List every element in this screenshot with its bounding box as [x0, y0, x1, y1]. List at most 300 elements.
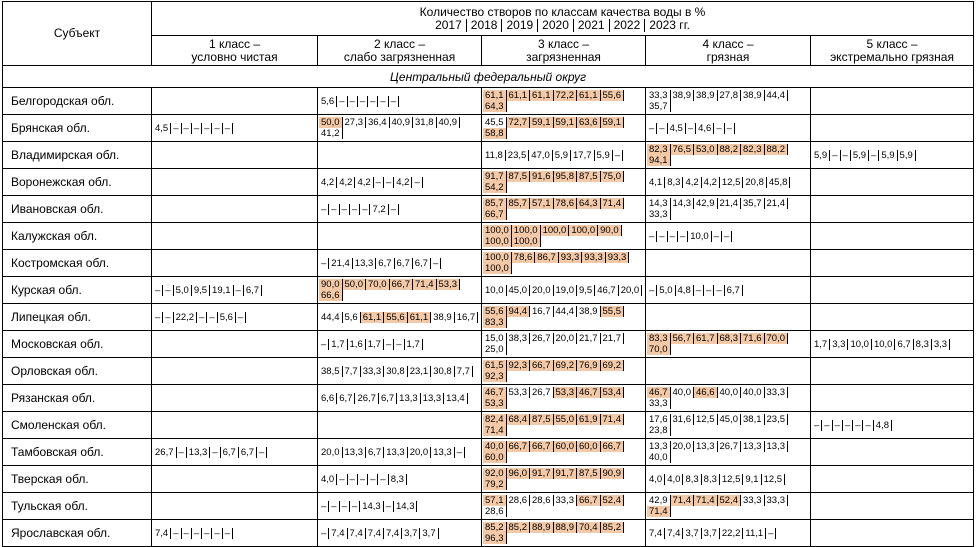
year-value: 7,4 — [384, 528, 402, 539]
table-row — [3, 412, 974, 439]
year-value: 15,0 — [483, 333, 507, 344]
year-value: 12,5 — [762, 474, 786, 485]
table-row — [3, 142, 974, 169]
year-value: 33,3 — [741, 495, 765, 506]
year-value: 28,6 — [507, 495, 531, 506]
year-value: 46,7 — [647, 387, 671, 398]
year-value: 20,0 — [408, 447, 432, 458]
year-value: 8,3 — [914, 339, 932, 350]
class-5-cell — [811, 520, 974, 547]
year-value: 85,2 — [483, 522, 507, 533]
year-value: – — [668, 231, 678, 242]
year-value: 28,6 — [530, 495, 554, 506]
year-value: 9,5 — [192, 285, 210, 296]
year-value: 40,9 — [437, 117, 461, 128]
year-value: 5,9 — [812, 150, 830, 161]
year-value: 6,7 — [244, 285, 262, 296]
value-list — [812, 339, 972, 350]
year-value: – — [647, 285, 657, 296]
table-row — [3, 223, 974, 250]
subject-name: Брянская обл. — [3, 115, 152, 142]
year-value: 16,7 — [530, 306, 554, 317]
year-value: 71,4 — [671, 495, 695, 506]
year-value: 26,7 — [530, 333, 554, 344]
subject-name: Тверская обл. — [3, 466, 152, 493]
year-value: 6,7 — [239, 447, 257, 458]
class-4-cell — [646, 223, 811, 250]
year-value: 3,7 — [683, 528, 701, 539]
year-value: 6,7 — [413, 258, 431, 269]
class-desc: экстремально грязная — [830, 49, 954, 64]
year-value: – — [722, 231, 732, 242]
class-4-cell — [646, 331, 811, 358]
year-value: 7,4 — [153, 528, 171, 539]
year-value: 95,8 — [554, 171, 578, 182]
year-value: 4,2 — [702, 177, 720, 188]
value-list — [319, 366, 480, 377]
year-value: 13,3 — [343, 447, 367, 458]
table-row — [3, 196, 974, 223]
class-4-cell — [646, 493, 811, 520]
value-list — [483, 414, 644, 436]
year-value: 26,7 — [718, 441, 742, 452]
value-list — [319, 117, 480, 139]
year-value: 85,2 — [601, 522, 625, 533]
year-value: 5,9 — [879, 150, 897, 161]
year-value: – — [212, 528, 222, 539]
class-1-cell — [152, 115, 318, 142]
value-list — [153, 123, 316, 134]
year-value: 16,7 — [455, 312, 479, 323]
table-row — [3, 439, 974, 466]
class-5-cell — [811, 412, 974, 439]
class-4-cell — [646, 385, 811, 412]
year-value: – — [329, 204, 339, 215]
year-value: – — [647, 231, 657, 242]
subject-name: Владимирская обл. — [3, 142, 152, 169]
year-value: 75,0 — [601, 171, 625, 182]
class-5-cell — [811, 358, 974, 385]
year-value: 5,0 — [657, 285, 675, 296]
value-list — [319, 312, 480, 323]
subject-name: Костромская обл. — [3, 250, 152, 277]
year-value: 94,1 — [647, 155, 671, 166]
year-value: 55,6 — [483, 306, 507, 317]
class-2-cell — [318, 439, 482, 466]
year-value: 93,3 — [582, 252, 606, 263]
class-3-cell — [482, 520, 646, 547]
year-value: 85,2 — [507, 522, 531, 533]
year-value: 19,1 — [210, 285, 234, 296]
class-1-header — [152, 36, 318, 66]
year-value: 5,6 — [218, 312, 236, 323]
value-list — [647, 123, 809, 134]
year-value: 7,2 — [370, 204, 388, 215]
year-value: 4,0 — [647, 474, 665, 485]
year-value: 87,5 — [577, 468, 601, 479]
year-value: 5,9 — [851, 150, 869, 161]
class-2-cell — [318, 223, 482, 250]
value-list — [483, 90, 644, 112]
class-desc: слабо загрязненная — [343, 49, 456, 64]
year-value: 59,1 — [530, 117, 554, 128]
class-1-cell — [152, 250, 318, 277]
year-value: 94,4 — [507, 306, 531, 317]
year-value: 60,0 — [577, 441, 601, 452]
class-3-cell — [482, 196, 646, 223]
year-value: – — [384, 177, 394, 188]
year-value: – — [412, 177, 422, 188]
year-value: – — [368, 474, 378, 485]
value-list — [647, 333, 809, 355]
year-value: – — [192, 528, 202, 539]
class-1-cell — [152, 88, 318, 115]
value-list — [319, 474, 480, 485]
class-5-header — [811, 36, 974, 66]
year-value: 12,5 — [720, 177, 744, 188]
year-value: 23,5 — [765, 414, 789, 425]
year-value: – — [358, 96, 368, 107]
class-desc: грязная — [706, 49, 750, 64]
year-value: – — [830, 150, 840, 161]
year-value: 82,3 — [741, 144, 765, 155]
class-3-header — [482, 36, 646, 66]
value-list — [319, 177, 480, 188]
value-list — [319, 204, 480, 215]
year-value: 66,7 — [601, 441, 625, 452]
year-value: 45,5 — [483, 117, 507, 128]
year-value: 55,6 — [384, 312, 408, 323]
class-2-cell — [318, 493, 482, 520]
value-list — [483, 171, 644, 193]
year-value: 61,1 — [361, 312, 385, 323]
year-value: 38,9 — [577, 306, 601, 317]
year-value: 69,2 — [601, 360, 625, 371]
year-value: 22,2 — [174, 312, 198, 323]
table-row — [3, 385, 974, 412]
class-5-cell — [811, 88, 974, 115]
year-value: – — [348, 96, 358, 107]
year-value: – — [319, 204, 329, 215]
year-value: – — [153, 312, 163, 323]
year-value: 68,3 — [718, 333, 742, 344]
class-2-cell — [318, 385, 482, 412]
class-2-cell — [318, 115, 482, 142]
year-value: 3,3 — [830, 339, 848, 350]
year-value: 100,0 — [541, 225, 570, 236]
year-value: 61,1 — [507, 90, 531, 101]
year-value: 66,7 — [507, 441, 531, 452]
year-value: 60,0 — [554, 441, 578, 452]
year-value: 23,8 — [647, 425, 671, 436]
year: 2017 — [435, 17, 462, 32]
year-value: 28,6 — [483, 506, 507, 517]
year-value: – — [210, 447, 220, 458]
value-list — [483, 306, 644, 328]
value-list — [483, 285, 644, 296]
value-list — [812, 150, 972, 161]
year-value: 13,3 — [421, 393, 445, 404]
year-value: 50,0 — [343, 279, 367, 290]
class-1-cell — [152, 466, 318, 493]
year-value: – — [384, 339, 394, 350]
year-value: 27,3 — [343, 117, 367, 128]
year: 2021 — [573, 19, 609, 32]
year-value: 20,0 — [671, 441, 695, 452]
year: 2019 — [501, 19, 537, 32]
year-value: 96,3 — [483, 533, 507, 544]
year-value: 63,6 — [577, 117, 601, 128]
year-value: 21,4 — [329, 258, 353, 269]
year-value: 47,0 — [529, 150, 553, 161]
year-value: 13,4 — [444, 393, 468, 404]
value-list — [647, 198, 809, 220]
subject-name: Белгородская обл. — [3, 88, 152, 115]
value-list — [647, 231, 809, 242]
year: 2023 гг. — [644, 19, 694, 32]
class-label: 1 класс – — [208, 36, 261, 51]
year-value: 78,6 — [512, 252, 536, 263]
subject-name: Воронежская обл. — [3, 169, 152, 196]
year-value: 38,9 — [694, 90, 718, 101]
year-value: 35,7 — [741, 198, 765, 209]
year-value: – — [223, 528, 233, 539]
year-value: – — [171, 528, 181, 539]
year-value: 23,5 — [506, 150, 530, 161]
year-value: 78,6 — [554, 198, 578, 209]
class-5-cell — [811, 115, 974, 142]
year: 2022 — [609, 19, 645, 32]
year-value: 72,2 — [554, 90, 578, 101]
year-value: 45,8 — [767, 177, 791, 188]
year-value: 21,4 — [765, 198, 789, 209]
year-value: – — [207, 312, 217, 323]
class-4-cell — [646, 169, 811, 196]
year-value: – — [389, 96, 399, 107]
class-1-cell — [152, 196, 318, 223]
year-value: 10,0 — [688, 231, 712, 242]
year-value: 13,3 — [694, 441, 718, 452]
year-value: 35,7 — [647, 101, 671, 112]
class-1-cell — [152, 358, 318, 385]
year-value: 66,7 — [483, 209, 507, 220]
year-value: 56,7 — [671, 333, 695, 344]
year-value: – — [694, 285, 704, 296]
year-value: 4,2 — [355, 177, 373, 188]
year-value: 64,3 — [577, 198, 601, 209]
year-value: 38,9 — [431, 312, 455, 323]
year-value: 4,2 — [319, 177, 337, 188]
year-value: 100,0 — [483, 252, 512, 263]
year-value: – — [812, 420, 822, 431]
subject-header: Субъект — [3, 2, 152, 66]
year-value: – — [350, 501, 360, 512]
year-value: – — [337, 474, 347, 485]
year-value: 46,6 — [694, 387, 718, 398]
class-5-cell — [811, 250, 974, 277]
year-value: 1,7 — [329, 339, 347, 350]
year-value: 91,7 — [554, 468, 578, 479]
year-value: 4,6 — [696, 123, 714, 134]
value-list — [647, 414, 809, 436]
class-5-cell — [811, 466, 974, 493]
class-3-cell — [482, 385, 646, 412]
year-value: 44,4 — [765, 90, 789, 101]
year-value: 5,9 — [898, 150, 916, 161]
year-value: 45,0 — [718, 414, 742, 425]
class-4-cell — [646, 142, 811, 169]
year-value: – — [319, 339, 329, 350]
class-3-cell — [482, 439, 646, 466]
class-4-cell — [646, 196, 811, 223]
year-value: 59,1 — [601, 117, 625, 128]
class-4-header — [646, 36, 811, 66]
year-value: 8,3 — [389, 474, 407, 485]
year-value: – — [374, 177, 384, 188]
year-value: 38,9 — [671, 90, 695, 101]
value-list — [319, 501, 480, 512]
year-value: 88,2 — [718, 144, 742, 155]
year-value: 7,4 — [366, 528, 384, 539]
year-value: 4,5 — [668, 123, 686, 134]
year-value: 92,3 — [483, 371, 507, 382]
table-row — [3, 466, 974, 493]
table-row — [3, 331, 974, 358]
class-desc: условно чистая — [191, 49, 278, 64]
year-value: 88,2 — [765, 144, 789, 155]
year-value: 30,8 — [384, 366, 408, 377]
year-value: 6,7 — [337, 393, 355, 404]
value-list — [319, 528, 480, 539]
year-value: 66,7 — [530, 360, 554, 371]
value-list — [647, 285, 809, 296]
year-value: – — [714, 285, 724, 296]
year-value: 4,2 — [337, 177, 355, 188]
year-value: 83,3 — [483, 317, 507, 328]
class-3-cell — [482, 115, 646, 142]
year-value: 40,0 — [741, 387, 765, 398]
class-3-cell — [482, 169, 646, 196]
year-value: 82,4 — [483, 414, 507, 425]
class-5-cell — [811, 493, 974, 520]
table-row — [3, 277, 974, 304]
year-value: 6,7 — [395, 258, 413, 269]
class-4-cell — [646, 250, 811, 277]
year-value: – — [177, 447, 187, 458]
class-2-cell — [318, 358, 482, 385]
value-list — [483, 150, 644, 161]
year-value: – — [350, 204, 360, 215]
year-value: 90,0 — [319, 279, 343, 290]
value-list — [483, 468, 644, 490]
year-value: 66,7 — [390, 279, 414, 290]
year-value: 33,3 — [647, 398, 671, 409]
year-value: 100,0 — [512, 236, 541, 247]
class-5-cell — [811, 277, 974, 304]
class-2-cell — [318, 277, 482, 304]
year-value: 40,0 — [718, 387, 742, 398]
year-value: 5,6 — [319, 96, 337, 107]
year-value: 4,1 — [647, 177, 665, 188]
class-4-cell — [646, 412, 811, 439]
year-value: 61,1 — [483, 90, 507, 101]
year-value: 42,9 — [647, 495, 671, 506]
value-list — [483, 117, 644, 139]
class-1-cell — [152, 385, 318, 412]
class-4-cell — [646, 520, 811, 547]
year-value: 33,3 — [647, 209, 671, 220]
class-3-cell — [482, 493, 646, 520]
year-value: 52,4 — [601, 495, 625, 506]
year-value: 17,6 — [647, 414, 671, 425]
year-value: 27,8 — [718, 90, 742, 101]
year-value: – — [678, 231, 688, 242]
value-list — [153, 285, 316, 296]
year-value: 40,9 — [390, 117, 414, 128]
class-1-cell — [152, 412, 318, 439]
year-value: 40,0 — [647, 452, 671, 463]
value-list — [153, 447, 316, 458]
class-2-cell — [318, 196, 482, 223]
year-value: 91,7 — [483, 171, 507, 182]
year-value: – — [212, 123, 222, 134]
year-value: 54,2 — [483, 182, 507, 193]
year-value: 52,4 — [718, 495, 742, 506]
class-4-cell — [646, 466, 811, 493]
year-value: 61,1 — [577, 90, 601, 101]
year-value: 13,3 — [765, 441, 789, 452]
year-value: 21,7 — [577, 333, 601, 344]
class-2-cell — [318, 331, 482, 358]
class-1-cell — [152, 223, 318, 250]
year-value: 69,2 — [554, 360, 578, 371]
year-value: 13,3 — [187, 447, 211, 458]
year-value: 85,7 — [507, 198, 531, 209]
year-value: 20,0 — [554, 333, 578, 344]
year-value: 76,5 — [671, 144, 695, 155]
year-value: 70,0 — [765, 333, 789, 344]
year-value: 8,3 — [683, 474, 701, 485]
year-value: 50,0 — [319, 117, 343, 128]
year-value: 3,7 — [702, 528, 720, 539]
year-value: 9,5 — [577, 285, 595, 296]
year-value: 59,1 — [554, 117, 578, 128]
year-value: – — [378, 96, 388, 107]
year-value: – — [153, 285, 163, 296]
value-list — [483, 441, 644, 463]
class-2-cell — [318, 520, 482, 547]
year-value: – — [348, 474, 358, 485]
year-value: 26,7 — [355, 393, 379, 404]
value-list — [319, 393, 480, 404]
subject-name: Рязанская обл. — [3, 385, 152, 412]
year-value: 33,3 — [647, 90, 671, 101]
value-list — [812, 420, 972, 431]
year-value: 6,7 — [895, 339, 913, 350]
class-3-cell — [482, 304, 646, 331]
year-value: 38,5 — [319, 366, 343, 377]
year-value: 92,3 — [507, 360, 531, 371]
year-value: – — [686, 123, 696, 134]
class-1-cell — [152, 493, 318, 520]
value-list — [647, 177, 809, 188]
year-value: 13,3 — [384, 447, 408, 458]
class-3-cell — [482, 250, 646, 277]
class-2-cell — [318, 466, 482, 493]
year-value: 71,6 — [741, 333, 765, 344]
class-1-cell — [152, 169, 318, 196]
class-1-cell — [152, 331, 318, 358]
